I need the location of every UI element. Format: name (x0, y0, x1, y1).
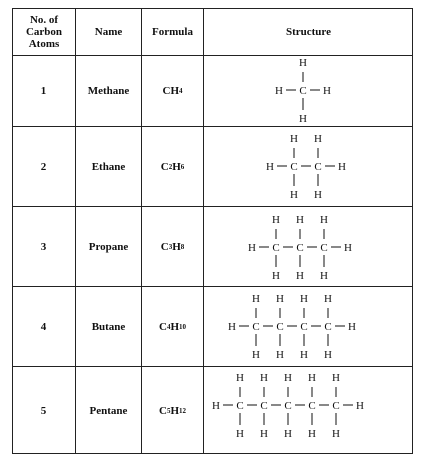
carbon-atom: C (290, 161, 298, 173)
hydrogen-atom: H (236, 428, 244, 440)
row-2-formula: C 2 H 6 (160, 160, 185, 173)
carbon-atom: C (314, 161, 322, 173)
hydrogen-atom: H (332, 372, 340, 384)
hydrogen-atom: H (324, 349, 332, 361)
hydrogen-atom: H (300, 293, 308, 305)
carbon-atom: C (252, 321, 260, 333)
header-atoms: No. of Carbon Atoms (25, 13, 63, 50)
carbon-atom: C (332, 400, 340, 412)
hydrogen-atom: H (212, 400, 220, 412)
header-name: Name (94, 25, 123, 38)
header-formula: Formula (152, 25, 193, 38)
row-5-atoms: 5 (40, 404, 47, 417)
row-4-formula: C 4 H 10 (158, 320, 186, 333)
hydrogen-atom: H (276, 293, 284, 305)
hydrogen-atom: H (272, 214, 280, 226)
row-2-name: Ethane (91, 160, 126, 173)
hydrogen-atom: H (348, 321, 356, 333)
hydrogen-atom: H (314, 133, 322, 145)
carbon-atom: C (308, 400, 316, 412)
hydrogen-atom: H (308, 372, 316, 384)
row-1-name: Methane (87, 85, 130, 97)
hydrogen-atom: H (284, 428, 292, 440)
hydrogen-atom: H (266, 161, 274, 173)
hydrogen-atom: H (236, 372, 244, 384)
alkane-table (12, 8, 413, 454)
hydrogen-atom: H (296, 214, 304, 226)
hydrogen-atom: H (299, 57, 307, 69)
carbon-atom: C (300, 321, 308, 333)
hydrogen-atom: H (344, 242, 352, 254)
row-3-name: Propane (88, 240, 129, 253)
hydrogen-atom: H (290, 189, 298, 201)
hydrogen-atom: H (284, 372, 292, 384)
row-1-atoms: 1 (40, 85, 47, 97)
carbon-atom: C (236, 400, 244, 412)
hydrogen-atom: H (324, 293, 332, 305)
hydrogen-atom: H (332, 428, 340, 440)
row-5-name: Pentane (89, 404, 128, 417)
row-2-atoms: 2 (40, 160, 47, 173)
carbon-atom: C (276, 321, 284, 333)
hydrogen-atom: H (356, 400, 364, 412)
hydrogen-atom: H (275, 85, 283, 97)
hydrogen-atom: H (228, 321, 236, 333)
header-structure: Structure (285, 25, 331, 38)
hydrogen-atom: H (320, 214, 328, 226)
row-1-formula: CH 4 (162, 85, 183, 97)
hydrogen-atom: H (300, 349, 308, 361)
row-4-atoms: 4 (40, 320, 47, 333)
row-3-atoms: 3 (40, 240, 47, 253)
carbon-atom: C (296, 242, 304, 254)
hydrogen-atom: H (320, 270, 328, 282)
hydrogen-atom: H (260, 372, 268, 384)
hydrogen-atom: H (260, 428, 268, 440)
hydrogen-atom: H (272, 270, 280, 282)
hydrogen-atom: H (296, 270, 304, 282)
hydrogen-atom: H (314, 189, 322, 201)
hydrogen-atom: H (299, 113, 307, 125)
hydrogen-atom: H (276, 349, 284, 361)
hydrogen-atom: H (248, 242, 256, 254)
hydrogen-atom: H (290, 133, 298, 145)
carbon-atom: C (260, 400, 268, 412)
carbon-atom: C (284, 400, 292, 412)
carbon-atom: C (320, 242, 328, 254)
hydrogen-atom: H (252, 349, 260, 361)
carbon-atom: C (272, 242, 280, 254)
hydrogen-atom: H (252, 293, 260, 305)
carbon-atom: C (299, 85, 307, 97)
row-4-name: Butane (91, 320, 126, 333)
hydrogen-atom: H (308, 428, 316, 440)
carbon-atom: C (324, 321, 332, 333)
structure-pentane (12, 8, 413, 454)
row-5-formula: C 5 H 12 (158, 404, 186, 417)
hydrogen-atom: H (323, 85, 331, 97)
row-3-formula: C 3 H 8 (160, 240, 185, 253)
hydrogen-atom: H (338, 161, 346, 173)
